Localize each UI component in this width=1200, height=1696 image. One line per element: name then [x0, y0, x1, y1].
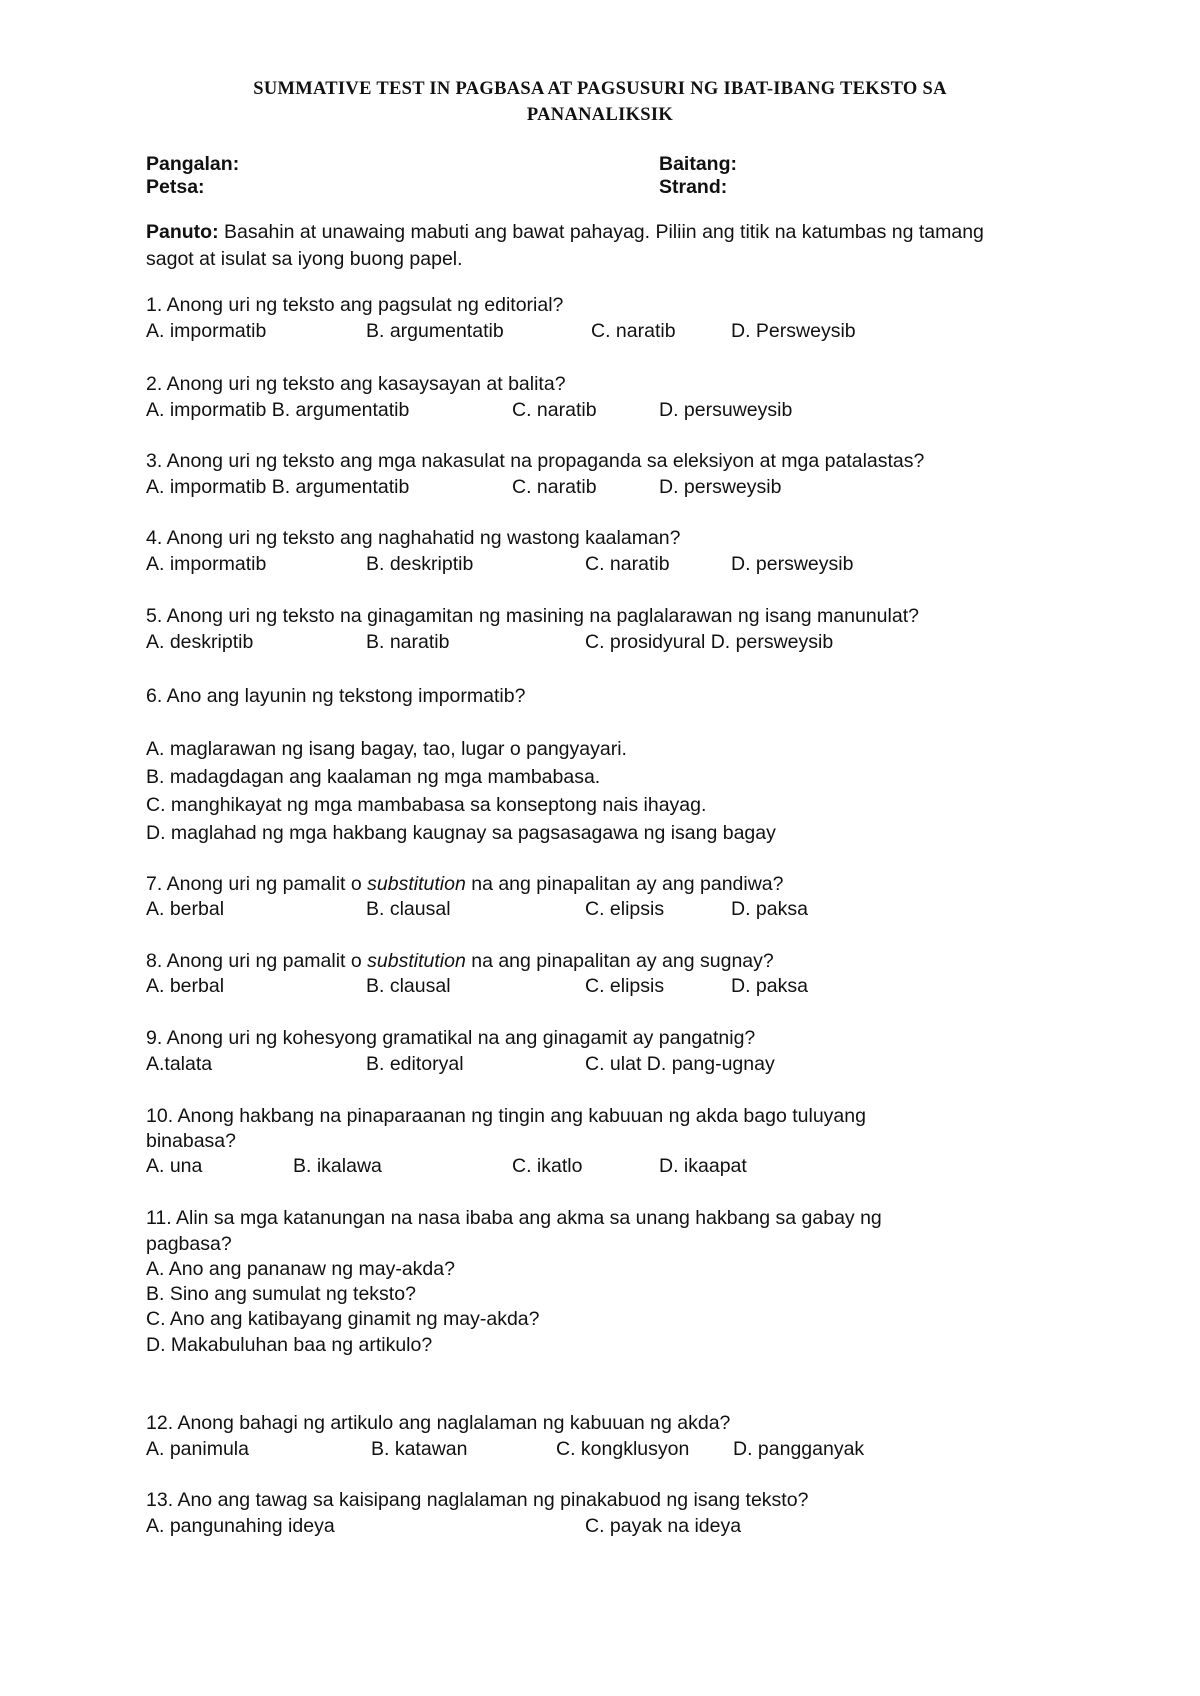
question-3: 3. Anong uri ng teksto ang mga nakasulat na propaganda sa eleksiyon at mga patalastas?: [146, 450, 925, 472]
instructions-label: Panuto:: [146, 221, 219, 243]
question-10-line-1: 10. Anong hakbang na pinaparaanan ng tingin ang kabuuan ng akda bago tuluyang: [146, 1105, 866, 1127]
q7-choice-b: B. clausal: [366, 898, 451, 920]
q7-text-end: na ang pinapalitan ay ang pandiwa?: [465, 873, 784, 895]
question-7: [146, 872, 784, 896]
question-8: [146, 949, 774, 973]
question-6: 6. Ano ang layunin ng tekstong impormatib?: [146, 685, 526, 707]
q8-choice-b: B. clausal: [366, 975, 451, 997]
q6-choice-d: D. maglahad ng mga hakbang kaugnay sa pagsasagawa ng isang bagay: [146, 822, 776, 844]
q1-choice-b: B. argumentatib: [366, 320, 504, 342]
q4-choice-c: C. naratib: [585, 553, 670, 575]
q1-choice-a: A. impormatib: [146, 320, 267, 342]
question-13: 13. Ano ang tawag sa kaisipang naglalaman ng pinakabuod ng isang teksto?: [146, 1489, 809, 1511]
question-11-line-2: pagbasa?: [146, 1233, 232, 1255]
q11-choice-d: D. Makabuluhan baa ng artikulo?: [146, 1334, 433, 1356]
q5-choice-a: A. deskriptib: [146, 631, 254, 653]
q2-choices-ab: A. impormatib B. argumentatib: [146, 399, 410, 421]
q4-choice-a: A. impormatib: [146, 553, 267, 575]
q11-choice-c: C. Ano ang katibayang ginamit ng may-akda?: [146, 1308, 540, 1330]
q5-choices-cd: C. prosidyural D. persweysib: [585, 631, 834, 653]
q4-choice-b: B. deskriptib: [366, 553, 474, 575]
q10-choice-b: B. ikalawa: [293, 1155, 382, 1177]
q7-text-start: 7. Anong uri ng pamalit o: [146, 873, 368, 895]
q8-choice-c: C. elipsis: [585, 975, 665, 997]
q8-text-end: na ang pinapalitan ay ang sugnay?: [465, 950, 774, 972]
instructions: [146, 220, 984, 244]
q6-choice-c: C. manghikayat ng mga mambabasa sa konseptong nais ihayag.: [146, 794, 707, 816]
q9-choices-cd: C. ulat D. pang-ugnay: [585, 1053, 775, 1075]
question-10-line-2: binabasa?: [146, 1130, 236, 1152]
q8-italic-term: substitution: [367, 950, 466, 972]
q12-choice-d: D. pangganyak: [733, 1438, 865, 1460]
q7-choice-a: A. berbal: [146, 898, 225, 920]
q2-choice-d: D. persuweysib: [659, 399, 793, 421]
q12-choice-a: A. panimula: [146, 1438, 249, 1460]
q13-choice-c: C. payak na ideya: [585, 1515, 742, 1537]
q10-choice-a: A. una: [146, 1155, 203, 1177]
q7-choice-d: D. paksa: [731, 898, 808, 920]
q1-choice-c: C. naratib: [591, 320, 676, 342]
question-11-line-1: 11. Alin sa mga katanungan na nasa ibaba ang akma sa unang hakbang sa gabay ng: [146, 1207, 882, 1229]
document-title: [0, 76, 1200, 128]
q7-italic-term: substitution: [367, 873, 466, 895]
q11-choice-b: B. Sino ang sumulat ng teksto?: [146, 1283, 416, 1305]
grade-field-label: Baitang:: [659, 153, 737, 175]
q11-choice-a: A. Ano ang pananaw ng may-akda?: [146, 1258, 455, 1280]
q10-choice-d: D. ikaapat: [659, 1155, 747, 1177]
name-field-label: Pangalan:: [146, 153, 240, 175]
q12-choice-c: C. kongklusyon: [556, 1438, 690, 1460]
instructions-text-1: Basahin at unawaing mabuti ang bawat pahayag. Piliin ang titik na katumbas ng tamang: [218, 221, 984, 243]
q3-choice-d: D. persweysib: [659, 476, 782, 498]
q8-choice-a: A. berbal: [146, 975, 225, 997]
q8-text-start: 8. Anong uri ng pamalit o: [146, 950, 368, 972]
q3-choice-c: C. naratib: [512, 476, 597, 498]
title-line-1: SUMMATIVE TEST IN PAGBASA AT PAGSUSURI NG IBAT-IBANG TEKSTO SA: [253, 79, 947, 99]
q13-choice-a: A. pangunahing ideya: [146, 1515, 335, 1537]
question-9: 9. Anong uri ng kohesyong gramatikal na ang ginagamit ay pangatnig?: [146, 1027, 756, 1049]
question-1: 1. Anong uri ng teksto ang pagsulat ng editorial?: [146, 294, 564, 316]
q9-choice-a: A.talata: [146, 1053, 213, 1075]
q7-choice-c: C. elipsis: [585, 898, 665, 920]
title-line-2: PANANALIKSIK: [526, 105, 674, 125]
date-field-label: Petsa:: [146, 176, 205, 198]
q3-choices-ab: A. impormatib B. argumentatib: [146, 476, 410, 498]
strand-field-label: Strand:: [659, 176, 728, 198]
q6-choice-b: B. madagdagan ang kaalaman ng mga mambabasa.: [146, 766, 601, 788]
q2-choice-c: C. naratib: [512, 399, 597, 421]
q12-choice-b: B. katawan: [371, 1438, 468, 1460]
q5-choice-b: B. naratib: [366, 631, 450, 653]
q8-choice-d: D. paksa: [731, 975, 808, 997]
q1-choice-d: D. Persweysib: [731, 320, 856, 342]
q4-choice-d: D. persweysib: [731, 553, 854, 575]
q10-choice-c: C. ikatlo: [512, 1155, 583, 1177]
question-12: 12. Anong bahagi ng artikulo ang naglalaman ng kabuuan ng akda?: [146, 1412, 731, 1434]
q9-choice-b: B. editoryal: [366, 1053, 464, 1075]
question-2: 2. Anong uri ng teksto ang kasaysayan at balita?: [146, 373, 566, 395]
q6-choice-a: A. maglarawan ng isang bagay, tao, lugar o pangyayari.: [146, 738, 627, 760]
instructions-text-2: sagot at isulat sa iyong buong papel.: [146, 248, 463, 270]
question-4: 4. Anong uri ng teksto ang naghahatid ng wastong kaalaman?: [146, 527, 681, 549]
question-5: 5. Anong uri ng teksto na ginagamitan ng masining na paglalarawan ng isang manunulat?: [146, 605, 919, 627]
